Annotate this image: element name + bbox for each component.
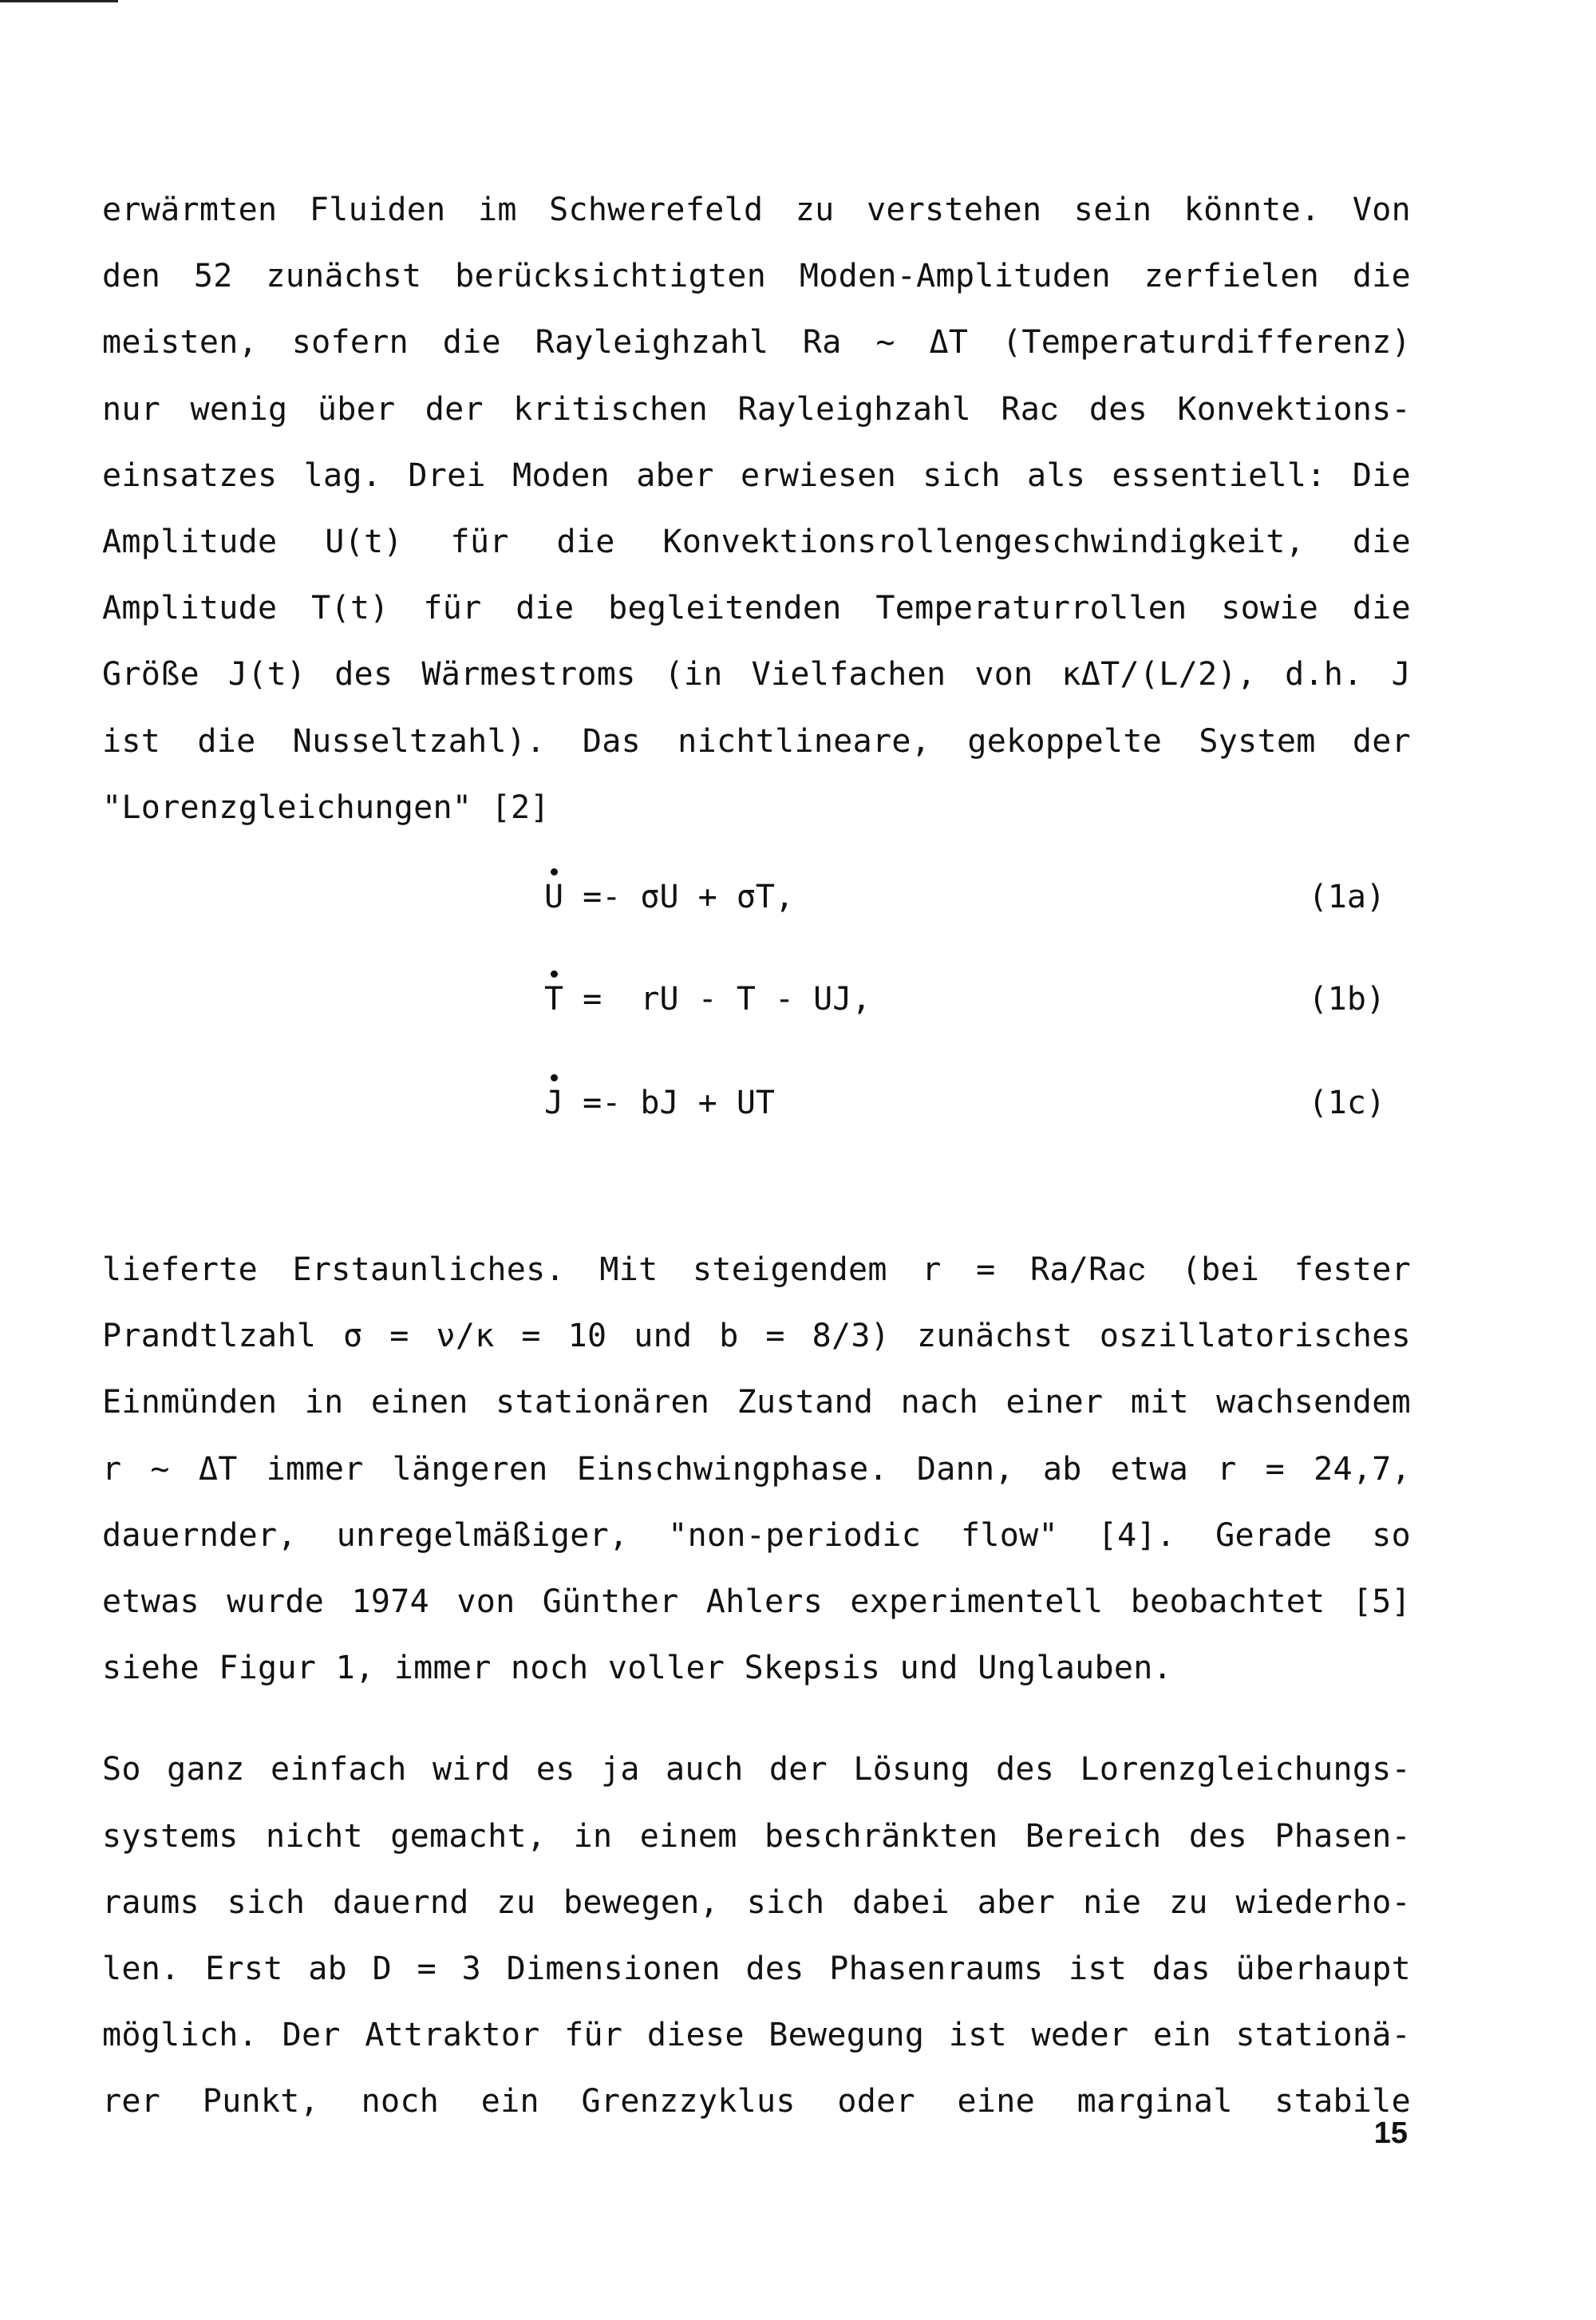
text-line: systems nicht gemacht, in einem beschränkten Bereich des Phasen- [102, 1817, 1411, 1855]
text-line: nur wenig über der kritischen Rayleighzahl Raᴄ des Konvektions- [102, 390, 1411, 428]
text-line: dauernder, unregelmäßiger, "non-periodic flow" [4]. Gerade so [102, 1516, 1411, 1554]
lorenz-equations [102, 873, 1411, 1176]
paragraph-lorenz-intro [102, 177, 1411, 841]
equation-variable: U [544, 873, 563, 921]
text-line: erwärmten Fluiden im Schwerefeld zu verstehen sein könnte. Von [102, 192, 1411, 228]
text-line: Amplitude U(t) für die Konvektionsrollengeschwindigkeit, die [102, 524, 1411, 561]
equation-1c [544, 1079, 775, 1127]
text-line: lieferte Erstaunliches. Mit steigendem r = Ra/Raᴄ (bei fester [102, 1251, 1411, 1289]
text-line: "Lorenzgleichungen" [2] [102, 788, 550, 826]
text-line: etwas wurde 1974 von Günther Ahlers experimentell beobachtet [5] [102, 1583, 1411, 1621]
text-line: den 52 zunächst berücksichtigten Moden-Amplituden zerfielen die [102, 258, 1411, 295]
equation-rhs: = rU - T - UJ, [563, 981, 871, 1018]
equation-label-1b: (1b) [1308, 981, 1385, 1018]
text-line: möglich. Der Attraktor für diese Bewegung ist weder ein stationä- [102, 2017, 1411, 2054]
text-line: Amplitude T(t) für die begleitenden Temperaturrollen sowie die [102, 590, 1411, 627]
text-line: Einmünden in einen stationären Zustand nach einer mit wachsendem [102, 1384, 1411, 1421]
equation-variable: J [544, 1079, 563, 1127]
equation-label-1c: (1c) [1308, 1085, 1385, 1122]
document-page [102, 177, 1411, 2136]
equation-rhs: =- σU + σT, [563, 879, 795, 916]
page-number: 15 [1373, 2116, 1408, 2150]
text-line: len. Erst ab D = 3 Dimensionen des Phasenraums ist das überhaupt [102, 1950, 1411, 1988]
page-edge-mark [0, 0, 118, 2]
text-line: rer Punkt, noch ein Grenzzyklus oder eine marginal stabile [102, 2083, 1411, 2120]
text-line: raums sich dauernd zu bewegen, sich dabei aber nie zu wiederho- [102, 1883, 1411, 1921]
text-line: Prandtlzahl σ = ν/κ = 10 und b = 8/3) zunächst oszillatorisches [102, 1318, 1411, 1355]
equation-1a [544, 873, 794, 921]
text-line: Größe J(t) des Wärmestroms (in Vielfachen von κΔT/(L/2), d.h. J [102, 656, 1411, 694]
paragraph-lorenz-results [102, 1237, 1411, 1701]
equation-variable: T [544, 975, 563, 1023]
text-line: ist die Nusseltzahl). Das nichtlineare, gekoppelte System der [102, 722, 1411, 760]
equation-label-1a: (1a) [1308, 879, 1385, 916]
equation-rhs: =- bJ + UT [563, 1085, 775, 1122]
text-line: siehe Figur 1, immer noch voller Skepsis und Unglauben. [102, 1650, 1173, 1687]
text-line: meisten, sofern die Rayleighzahl Ra ~ ΔT (Temperaturdifferenz) [102, 324, 1411, 362]
text-line: r ~ ΔT immer längeren Einschwingphase. Dann, ab etwa r = 24,7, [102, 1450, 1411, 1488]
text-line: einsatzes lag. Drei Moden aber erwiesen sich als essentiell: Die [102, 456, 1411, 494]
text-line: So ganz einfach wird es ja auch der Lösung des Lorenzgleichungs- [102, 1751, 1411, 1788]
paragraph-phase-space [102, 1737, 1411, 2135]
equation-1b [544, 975, 871, 1023]
